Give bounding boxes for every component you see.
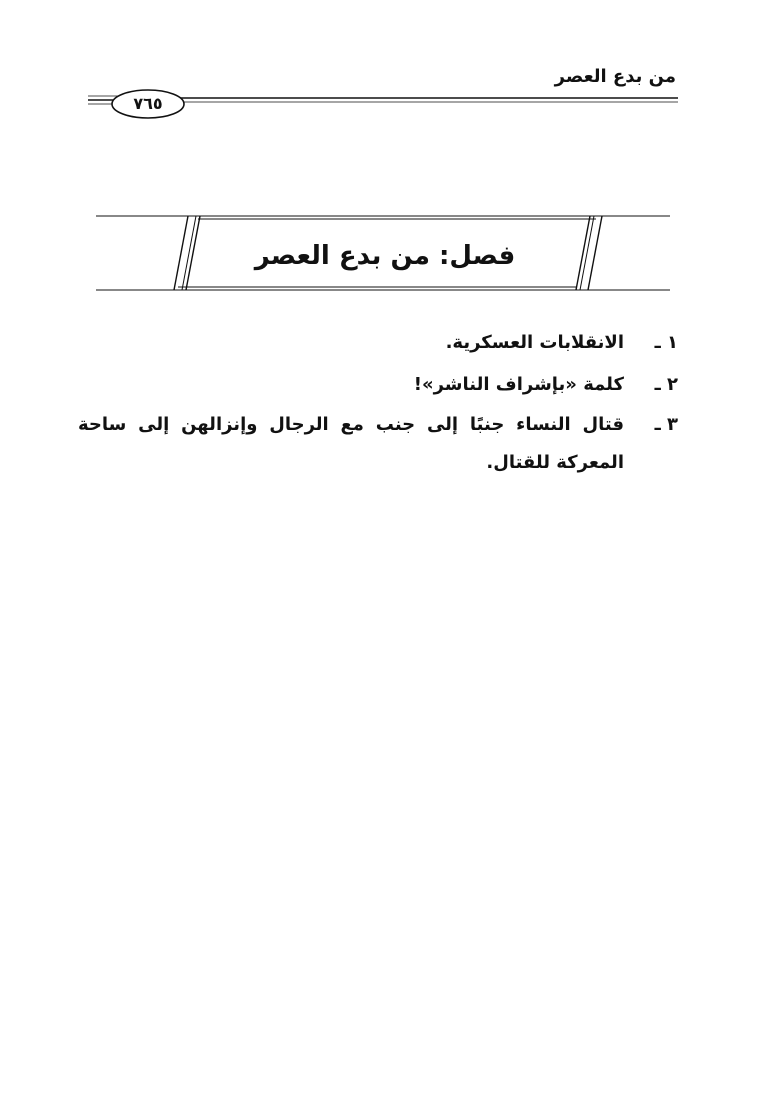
list-item-text: الانقلابات العسكرية. — [445, 332, 624, 353]
list-item — [78, 364, 678, 406]
numbered-list — [78, 322, 678, 482]
list-item — [78, 406, 678, 482]
list-item-text: قتال النساء جنبًا إلى جنب مع الرجال وإنزالهن إلى ساحة المعركة للقتال. — [78, 414, 624, 473]
list-item-number: ٣ ـ — [654, 414, 678, 435]
list-item — [78, 322, 678, 364]
chapter-title: فصل: من بدع العصر — [254, 241, 516, 271]
list-item-text: كلمة «بإشراف الناشر»! — [413, 374, 624, 395]
list-item-number: ١ ـ — [654, 332, 678, 353]
list-item-number: ٢ ـ — [654, 374, 678, 395]
running-title: من بدع العصر — [554, 66, 676, 87]
page-number: ٧٦٥ — [133, 94, 163, 113]
